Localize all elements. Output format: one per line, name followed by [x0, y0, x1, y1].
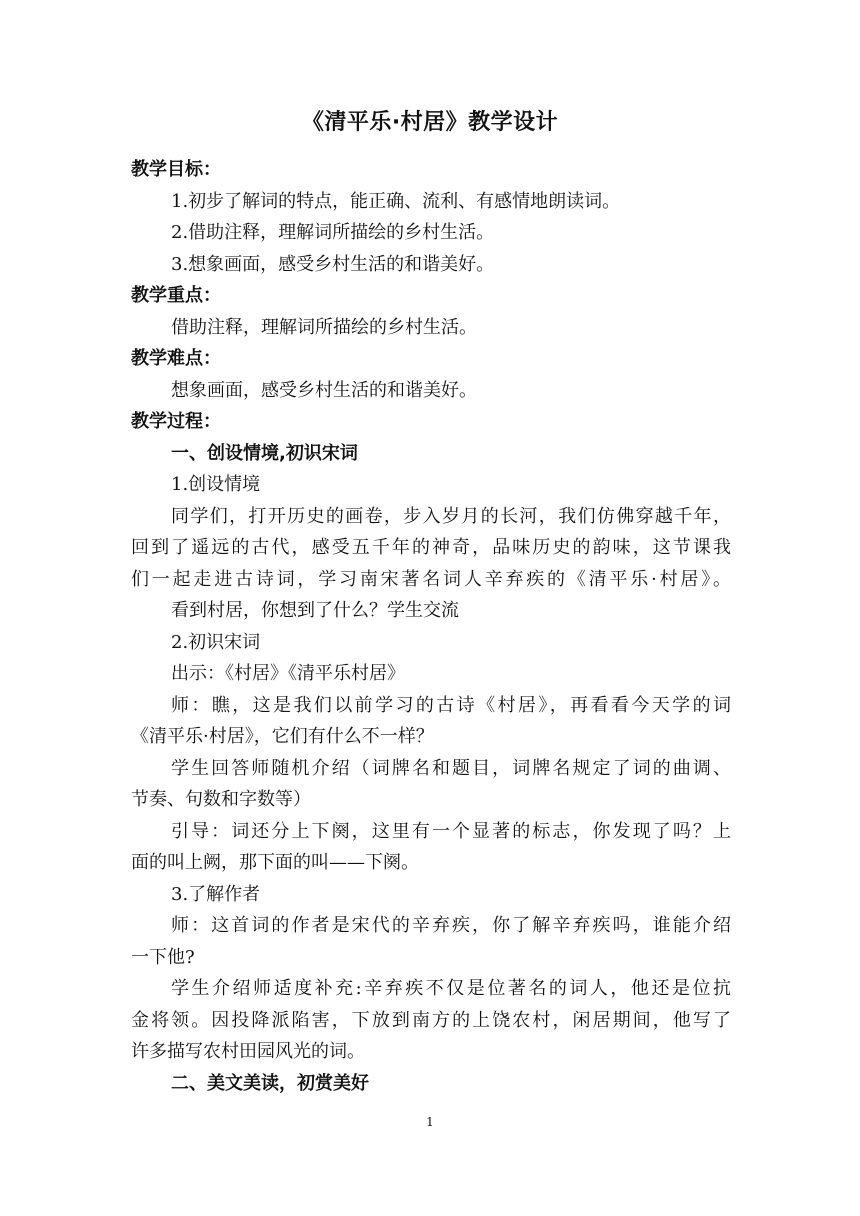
step-heading: 3.了解作者 [171, 883, 261, 905]
section-heading-key-points: 教学重点： [131, 285, 221, 306]
paragraph-line: 同学们，打开历史的画卷，步入岁月的长河，我们仿佛穿越千年， [171, 505, 731, 527]
step-heading: 1.创设情境 [171, 474, 261, 495]
paragraph-line: 1.初步了解词的特点，能正确、流利、有感情地朗读词。 [171, 190, 621, 212]
paragraph-line: 金将领。因投降派陷害，下放到南方的上饶农村，闲居期间，他写了 [131, 1009, 731, 1031]
section-heading-process: 教学过程： [131, 411, 221, 432]
subsection-heading-one: 一、创设情境,初识宋词 [171, 442, 358, 464]
paragraph-line: 学生介绍师适度补充:辛弃疾不仅是位著名的词人，他还是位抗 [171, 978, 731, 999]
paragraph-line: 想象画面，感受乡村生活的和谐美好。 [171, 379, 477, 401]
paragraph-line: 出示：《村居》《清平乐村居》 [171, 663, 405, 684]
subsection-heading-two: 二、美文美读，初赏美好 [171, 1072, 369, 1094]
paragraph-line: 回到了遥远的古代，感受五千年的神奇，品味历史的韵味，这节课我 [131, 537, 731, 558]
document-title: 《清平乐·村居》教学设计 [301, 110, 559, 135]
section-heading-difficulties: 教学难点： [131, 348, 221, 369]
paragraph-line: 引导：词还分上下阕，这里有一个显著的标志，你发现了吗？上 [171, 820, 731, 842]
page-number: 1 [426, 1115, 434, 1129]
paragraph-line: 师：瞧，这是我们以前学习的古诗《村居》，再看看今天学的词 [171, 694, 731, 716]
section-heading-objectives: 教学目标： [131, 159, 221, 180]
paragraph-line: 许多描写农村田园风光的词。 [131, 1041, 365, 1062]
step-heading: 2.初识宋词 [171, 631, 261, 653]
document-body [131, 154, 731, 1099]
paragraph-line: 面的叫上阙，那下面的叫——下阕。 [131, 852, 419, 873]
paragraph-line: 借助注释，理解词所描绘的乡村生活。 [171, 316, 477, 338]
paragraph-line: 一下他? [131, 946, 195, 968]
paragraph-line: 节奏、句数和字数等） [131, 789, 311, 810]
paragraph-line: 师：这首词的作者是宋代的辛弃疾，你了解辛弃疾吗，谁能介绍 [171, 915, 731, 936]
paragraph-line: 《清平乐·村居》，它们有什么不一样？ [131, 726, 434, 747]
paragraph-line: 学生回答师随机介绍（词牌名和题目，词牌名规定了词的曲调、 [171, 757, 731, 779]
paragraph-line: 看到村居，你想到了什么？学生交流 [171, 600, 459, 621]
paragraph-line: 2.借助注释，理解词所描绘的乡村生活。 [171, 222, 495, 243]
paragraph-line: 们一起走进古诗词，学习南宋著名词人辛弃疾的《清平乐·村居》。 [131, 568, 731, 590]
paragraph-line: 3.想象画面，感受乡村生活的和谐美好。 [171, 253, 495, 275]
